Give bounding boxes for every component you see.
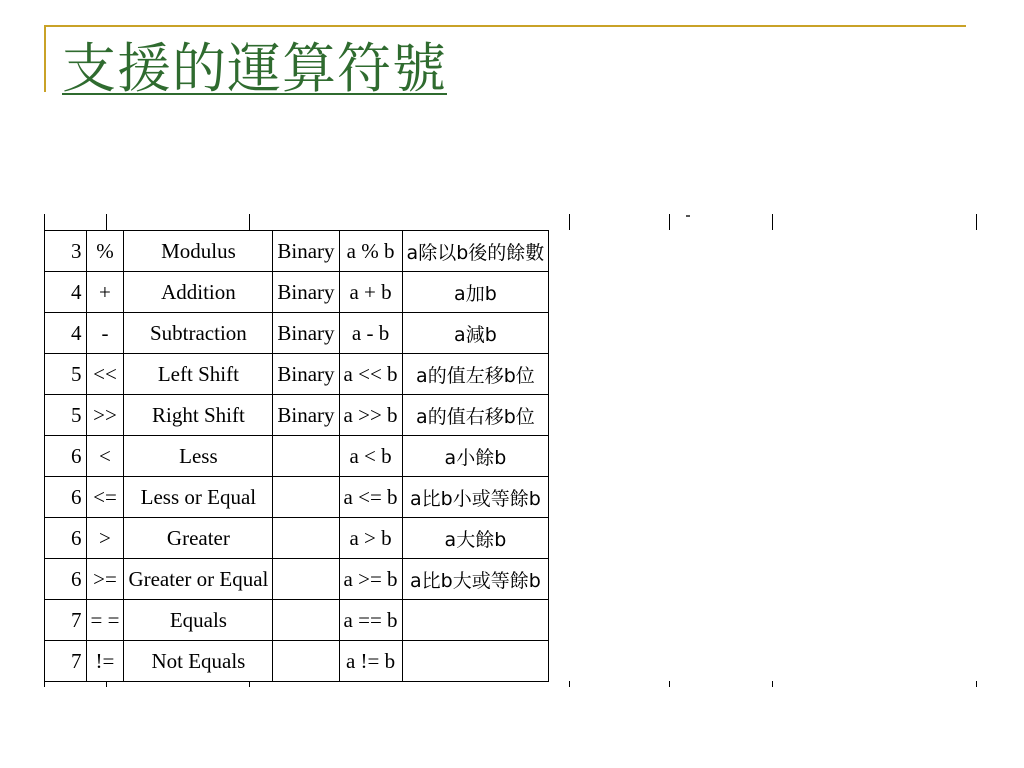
precedence-cell: 6 — [45, 518, 87, 559]
description-cell: a的值左移b位 — [402, 354, 549, 395]
table-top-stub — [772, 214, 773, 230]
operator-name-cell: Greater — [124, 518, 273, 559]
operator-cell: <= — [86, 477, 124, 518]
table-bottom-stub — [976, 681, 977, 687]
operator-cell: << — [86, 354, 124, 395]
table-row — [45, 395, 549, 436]
example-cell: a != b — [339, 641, 402, 682]
example-cell: a <= b — [339, 477, 402, 518]
operator-cell: < — [86, 436, 124, 477]
precedence-cell: 5 — [45, 354, 87, 395]
description-cell: a的值右移b位 — [402, 395, 549, 436]
table-row — [45, 231, 549, 272]
operator-cell: + — [86, 272, 124, 313]
slide-title: 支援的運算符號 — [62, 37, 447, 100]
operand-type-cell — [273, 559, 339, 600]
table-top-mark — [686, 215, 690, 217]
operand-type-cell — [273, 436, 339, 477]
operand-type-cell: Binary — [273, 395, 339, 436]
precedence-cell: 6 — [45, 477, 87, 518]
operator-cell: != — [86, 641, 124, 682]
example-cell: a < b — [339, 436, 402, 477]
operand-type-cell — [273, 518, 339, 559]
operator-name-cell: Subtraction — [124, 313, 273, 354]
precedence-cell: 5 — [45, 395, 87, 436]
operator-name-cell: Greater or Equal — [124, 559, 273, 600]
title-accent-vertical-line — [44, 26, 46, 92]
example-cell: a << b — [339, 354, 402, 395]
description-cell — [402, 600, 549, 641]
operator-cell: = = — [86, 600, 124, 641]
operator-cell: % — [86, 231, 124, 272]
precedence-cell: 6 — [45, 436, 87, 477]
table-bottom-stub — [44, 681, 45, 687]
table-top-stub — [976, 214, 977, 230]
table-bottom-stub — [249, 681, 250, 687]
operator-cell: >> — [86, 395, 124, 436]
table-bottom-stub — [669, 681, 670, 687]
table-top-stub — [249, 214, 250, 230]
operator-name-cell: Equals — [124, 600, 273, 641]
description-cell: a比b小或等餘b — [402, 477, 549, 518]
table-row — [45, 600, 549, 641]
operator-name-cell: Not Equals — [124, 641, 273, 682]
precedence-cell: 4 — [45, 313, 87, 354]
precedence-cell: 7 — [45, 600, 87, 641]
operator-cell: >= — [86, 559, 124, 600]
description-cell: a減b — [402, 313, 549, 354]
description-cell: a比b大或等餘b — [402, 559, 549, 600]
operator-name-cell: Less or Equal — [124, 477, 273, 518]
table-bottom-stub — [772, 681, 773, 687]
operator-name-cell: Modulus — [124, 231, 273, 272]
description-cell: a加b — [402, 272, 549, 313]
table-top-stub — [669, 214, 670, 230]
operator-name-cell: Less — [124, 436, 273, 477]
operand-type-cell: Binary — [273, 272, 339, 313]
table-bottom-stub — [569, 681, 570, 687]
example-cell: a >> b — [339, 395, 402, 436]
operator-name-cell: Right Shift — [124, 395, 273, 436]
operand-type-cell — [273, 641, 339, 682]
operand-type-cell: Binary — [273, 231, 339, 272]
table-top-stub — [106, 214, 107, 230]
operator-name-cell: Left Shift — [124, 354, 273, 395]
precedence-cell: 6 — [45, 559, 87, 600]
table-row — [45, 436, 549, 477]
example-cell: a - b — [339, 313, 402, 354]
example-cell: a % b — [339, 231, 402, 272]
description-cell: a小餘b — [402, 436, 549, 477]
table-row — [45, 313, 549, 354]
table-row — [45, 272, 549, 313]
operand-type-cell — [273, 477, 339, 518]
operator-name-cell: Addition — [124, 272, 273, 313]
operator-cell: > — [86, 518, 124, 559]
example-cell: a + b — [339, 272, 402, 313]
table-row — [45, 559, 549, 600]
example-cell: a >= b — [339, 559, 402, 600]
operand-type-cell: Binary — [273, 313, 339, 354]
table-row — [45, 354, 549, 395]
precedence-cell: 3 — [45, 231, 87, 272]
description-cell — [402, 641, 549, 682]
table-bottom-stub — [106, 681, 107, 687]
example-cell: a == b — [339, 600, 402, 641]
table-top-stub — [569, 214, 570, 230]
description-cell: a除以b後的餘數 — [402, 231, 549, 272]
table-row — [45, 477, 549, 518]
precedence-cell: 4 — [45, 272, 87, 313]
title-accent-horizontal-line — [44, 25, 966, 27]
table-top-stub — [44, 214, 45, 230]
table-row — [45, 641, 549, 682]
operators-table — [44, 230, 549, 682]
example-cell: a > b — [339, 518, 402, 559]
operand-type-cell: Binary — [273, 354, 339, 395]
table-row — [45, 518, 549, 559]
operand-type-cell — [273, 600, 339, 641]
description-cell: a大餘b — [402, 518, 549, 559]
operator-cell: - — [86, 313, 124, 354]
precedence-cell: 7 — [45, 641, 87, 682]
